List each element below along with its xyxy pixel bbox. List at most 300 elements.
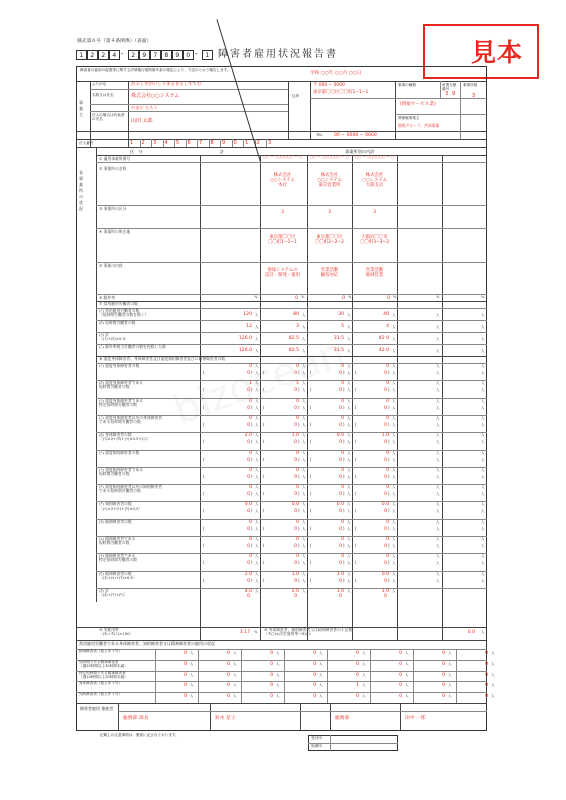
rep-label: 法人の場合は代表者の氏名 — [92, 113, 125, 121]
sec8-value: 0 — [341, 415, 344, 421]
unit-person: 人 — [255, 588, 259, 593]
sec8-sub-value: 0 — [247, 440, 250, 446]
unit-person: 人 — [481, 349, 485, 353]
unit-person: 人 — [319, 683, 323, 688]
paren-close: ) — [251, 456, 253, 462]
sec8-sub-value: 0 — [247, 457, 250, 463]
address-label: 住所 — [292, 94, 300, 98]
paren-close: ) — [298, 577, 300, 583]
unit-person: 人 — [255, 544, 259, 548]
unit-person: 人 — [436, 325, 440, 329]
sec8-sub-value: 0 — [294, 422, 297, 428]
sec8-sub-value: 0 — [384, 578, 387, 584]
sec7-value: 5 — [341, 324, 344, 329]
sec8-sub-value: 0 — [247, 371, 250, 376]
unit-person: 人 — [481, 440, 485, 445]
bottom-col-divider — [456, 671, 457, 682]
unit-person: 人 — [392, 509, 396, 514]
unit-person: 人 — [392, 544, 396, 548]
sec7-value: 126.0 — [238, 348, 252, 353]
sec8-value: 0 — [386, 398, 389, 404]
sec8-value: 0.0 — [336, 502, 344, 508]
unit-person: 人 — [276, 661, 280, 666]
office-name: 株式会社 ○○システム 東京営業所 — [317, 173, 342, 188]
sec7-row-label: (ｲ) 常用雇用労働者の数 （短時間労働者の数を除く） — [99, 308, 149, 318]
unit-person: 人 — [481, 450, 485, 455]
paren-open: ( — [355, 473, 357, 479]
form-number-digit: 2 — [128, 50, 139, 60]
unit-person: 人 — [392, 492, 396, 497]
sec8-value: 0 — [386, 537, 389, 542]
paren-open: ( — [203, 370, 205, 375]
sec8-sub-value: 0 — [384, 561, 387, 567]
unit-person: 人 — [392, 502, 396, 507]
bottom-col-divider — [284, 649, 285, 660]
paren-close: ) — [251, 439, 253, 445]
sec8-sub-value: 0 — [294, 561, 297, 567]
unit-person: 人 — [255, 325, 259, 329]
unit-person: 人 — [347, 422, 351, 427]
unit-person: 人 — [481, 381, 485, 386]
sec8-row-label: (ｲ) 重度身体障害者の数 — [99, 363, 140, 368]
paren-open: ( — [263, 439, 265, 445]
unit-person: 人 — [481, 554, 485, 559]
unit-person: 人 — [255, 492, 259, 497]
sec8-row-label: (ﾊ) 重度身体障害者である 特定短時間労働者の数 — [99, 397, 144, 407]
unit-person: 人 — [436, 526, 440, 531]
paren-close: ) — [388, 525, 390, 531]
unit-person: 人 — [302, 450, 306, 455]
unit-person: 人 — [347, 450, 351, 455]
paren-close: ) — [298, 439, 300, 445]
paren-open: ( — [310, 491, 312, 497]
unit-person: 人 — [405, 683, 409, 688]
unit-person: 人 — [392, 457, 396, 462]
unit-person: 人 — [436, 485, 440, 490]
paren-close: ) — [343, 577, 345, 583]
sec8-sub-value: 0 — [339, 561, 342, 567]
paren-close: ) — [251, 421, 253, 427]
bottom-value: 0 — [399, 672, 402, 678]
bottom-col-divider — [241, 649, 242, 660]
sec7-value: 126.0 — [238, 336, 252, 341]
paren-open: ( — [355, 370, 357, 375]
bottom-value: 0 — [270, 683, 273, 689]
paren-close: ) — [298, 370, 300, 375]
paren-open: ( — [310, 456, 312, 462]
unit-person: 人 — [436, 544, 440, 548]
sec8-sub-value: 0 — [339, 492, 342, 498]
bottom-value: 0 — [356, 651, 359, 656]
form-number-digit: 0 — [183, 50, 194, 60]
unit-person: 人 — [436, 502, 440, 507]
sec8-value: 0.0 — [291, 502, 299, 508]
unit-person: 人 — [347, 313, 351, 317]
unit-person: 人 — [481, 485, 485, 490]
sec8-value: 2.0 — [244, 433, 252, 439]
employer-address: 東京都〇〇区〇〇町1−1−1 — [313, 90, 369, 95]
unit-person: 人 — [255, 364, 259, 368]
paren-close: ) — [251, 404, 253, 410]
sec9-value: 3.17 — [239, 630, 250, 635]
paren-open: ( — [355, 421, 357, 427]
sec8-sub-value: 0 — [339, 422, 342, 428]
unit-person: 人 — [436, 450, 440, 455]
bottom-value: 0 — [270, 694, 273, 700]
paren-open: ( — [263, 525, 265, 531]
unit-person: 人 — [481, 561, 485, 566]
unit-person: 人 — [448, 672, 452, 677]
paren-close: ) — [343, 404, 345, 410]
bottom-col-divider — [327, 649, 328, 660]
sec8-row-label: (ﾆ) 重度身体障害者以外の身体障害者 である短時間労働者の数 — [99, 414, 163, 425]
unit-person: 人 — [436, 554, 440, 559]
unit-person: 人 — [255, 337, 259, 341]
row-office-address: ④ 事業所の所在地 — [99, 229, 131, 234]
paren-close: ) — [298, 525, 300, 531]
bottom-col-divider — [327, 681, 328, 692]
paren-open: ( — [203, 525, 205, 531]
bottom-value: 0 — [227, 694, 230, 700]
form-number-digit: 8 — [161, 50, 172, 60]
corporate-number-digit: 6 — [187, 140, 191, 146]
unit-person: 人 — [302, 349, 306, 353]
corporate-number-digit: 1 — [130, 140, 134, 146]
unit-person: 人 — [302, 578, 306, 583]
sec8-sub-value: 0 — [294, 509, 297, 515]
sec8-value: 0 — [296, 519, 299, 525]
form-number-digit: 4 — [109, 50, 120, 60]
unit-person: 人 — [302, 519, 306, 524]
row-office-business: ⑤ 事業の内容 — [99, 263, 123, 268]
unit-person: 人 — [392, 325, 396, 329]
bottom-col-divider — [370, 649, 371, 660]
sec8-sub-value: 0 — [339, 405, 342, 411]
paren-close: ) — [388, 456, 390, 462]
paren-open: ( — [310, 439, 312, 445]
sec8-value: 0 — [249, 537, 252, 542]
sec8-sub-value: 0 — [294, 457, 297, 463]
sec8-sub-value: 0 — [384, 509, 387, 515]
unit-person: 人 — [448, 683, 452, 688]
unit-person: 人 — [233, 672, 237, 677]
paren-close: ) — [388, 387, 390, 393]
office-address: 東京都〇〇区 〇〇町1−1−1 — [268, 235, 297, 245]
paren-open: ( — [203, 577, 205, 583]
paren-close: ) — [251, 473, 253, 479]
unit-person: 人 — [392, 440, 396, 445]
bottom-value: 0 — [356, 661, 359, 667]
bottom-col-divider — [155, 692, 156, 703]
paren-open: ( — [203, 543, 205, 548]
sec8-value: 0 — [249, 398, 252, 404]
contact-dept: 総務部 部長 — [123, 716, 149, 721]
sec8-sub-value: 0 — [247, 509, 250, 515]
sec8-value: 1 — [296, 381, 299, 387]
sec8-value: 0 — [296, 364, 299, 369]
unit-person: 人 — [392, 433, 396, 438]
paren-close: ) — [251, 491, 253, 497]
unit-person: 人 — [481, 405, 485, 410]
unit-person: 人 — [481, 630, 485, 634]
sec7-value: 42.0 — [378, 348, 389, 353]
sec8-value: 0 — [249, 467, 252, 473]
unit-person: 人 — [436, 457, 440, 462]
paren-open: ( — [263, 370, 265, 375]
corporate-number-divider — [243, 139, 244, 147]
sec8-sub-value: 0 — [339, 440, 342, 446]
unit-person: 人 — [302, 364, 306, 368]
unit-person: 人 — [255, 571, 259, 576]
sec8-value: 0 — [249, 450, 252, 456]
sec7-value: 82.5 — [288, 336, 299, 341]
unit-pct: % — [254, 630, 258, 634]
paren-open: ( — [203, 491, 205, 497]
sec8-sub-value: 0 — [384, 440, 387, 446]
unit-person: 人 — [347, 405, 351, 410]
sec7-row-label: (ﾛ) 短時間労働者の数 — [99, 320, 136, 325]
bottom-value: 0 — [442, 661, 445, 667]
paren-open: ( — [310, 577, 312, 583]
sec8-sub-value: 0 — [247, 492, 250, 498]
paren-close: ) — [343, 473, 345, 479]
bottom-col-divider — [456, 660, 457, 671]
bottom-value: 1 — [356, 683, 359, 689]
sec8-value: 0 — [296, 537, 299, 542]
sec8-sub-value: 0 — [247, 388, 250, 394]
unit-person: 人 — [405, 651, 409, 655]
paren-close: ) — [343, 560, 345, 566]
bottom-col-divider — [155, 649, 156, 660]
unit-person: 人 — [392, 526, 396, 531]
unit-person: 人 — [302, 457, 306, 462]
unit-person: 人 — [405, 672, 409, 677]
unit-person: 人 — [302, 433, 306, 438]
unit-person: 人 — [302, 440, 306, 445]
sec8-sub-value: 0 — [247, 561, 250, 567]
unit-person: 人 — [233, 683, 237, 688]
total-col-header: 計 — [220, 149, 225, 154]
unit-person: 人 — [392, 537, 396, 541]
paren-close: ) — [343, 456, 345, 462]
employer-name: 株式会社○○システム — [131, 93, 180, 99]
unit-person: 人 — [392, 364, 396, 368]
sec8-sub-value: 0 — [339, 474, 342, 480]
sec8-sub-value: 0 — [339, 388, 342, 394]
employer-furigana: かぶしきがいしゃまるまるしすてむ — [131, 82, 202, 87]
unit-person: 人 — [255, 433, 259, 438]
sec7-row-label: (ﾊ) 計 〔(ｲ)+(ﾛ)×0.5〕 — [99, 332, 129, 342]
form-number-digit: 2 — [87, 50, 98, 60]
unit-person: 人 — [347, 578, 351, 583]
unit-person: 人 — [362, 661, 366, 666]
unit-person: 人 — [362, 651, 366, 655]
sample-mark-text: 見本 — [470, 38, 523, 67]
paren-close: ) — [298, 560, 300, 566]
unit-person: 人 — [347, 526, 351, 531]
unit-person: 人 — [436, 571, 440, 576]
group-label: 関係親事業主 — [398, 116, 420, 120]
form-number-digit: 7 — [150, 50, 161, 60]
paren-open: ( — [203, 387, 205, 393]
bottom-value: 0 — [399, 661, 402, 667]
unit-person: 人 — [190, 672, 194, 677]
sec8-total-sub: 0 — [339, 593, 342, 599]
unit-person: 人 — [392, 467, 396, 472]
unit-person: 人 — [436, 381, 440, 386]
unit-person: 人 — [190, 694, 194, 699]
sec8-sub-value: 0 — [247, 474, 250, 480]
bottom-row-label: 知的障害者（数え年１号） — [79, 692, 123, 697]
unit-person: 人 — [392, 588, 396, 593]
sec8-sub-value: 0 — [294, 388, 297, 394]
unit-pct: % — [254, 295, 258, 299]
form-number-digit: 9 — [172, 50, 183, 60]
unit-person: 人 — [392, 349, 396, 353]
unit-person: 人 — [276, 683, 280, 688]
bottom-col-divider — [327, 692, 328, 703]
unit-person: 人 — [302, 571, 306, 576]
bottom-value: 0 — [184, 672, 187, 678]
unit-person: 人 — [436, 405, 440, 410]
paren-open: ( — [203, 421, 205, 427]
unit-person: 人 — [302, 422, 306, 427]
industry-code-2: 9 — [452, 91, 456, 97]
sec8-row-label: (ｦ) 精神障害者である 特定短時間労働者の数 — [99, 553, 137, 563]
unit-person: 人 — [481, 509, 485, 514]
unit-person: 人 — [233, 694, 237, 699]
industry-value: (情報サービス業) — [400, 102, 436, 107]
bottom-value: 0 — [442, 683, 445, 689]
office-exclusion-rate: 0 — [387, 296, 390, 301]
bottom-col-divider — [370, 671, 371, 682]
unit-person: 人 — [347, 509, 351, 514]
bottom-value: 0 — [485, 672, 488, 678]
unit-person: 人 — [347, 492, 351, 497]
unit-person: 人 — [481, 313, 485, 317]
sec8-sub-value: 0 — [339, 544, 342, 549]
unit-person: 人 — [347, 467, 351, 472]
corporate-number-divider — [140, 139, 141, 147]
data-col-header: 事業所別の内訳 — [345, 149, 375, 154]
unit-person: 人 — [255, 502, 259, 507]
sec8-sub-value: 0 — [294, 578, 297, 584]
unit-person: 人 — [436, 578, 440, 583]
bottom-value: 0 — [313, 661, 316, 667]
unit-person: 人 — [190, 651, 194, 655]
unit-person: 人 — [481, 433, 485, 438]
unit-person: 人 — [255, 526, 259, 531]
bottom-value: 0 — [485, 661, 488, 667]
bottom-value: 0 — [313, 683, 316, 689]
unit-person: 人 — [302, 337, 306, 341]
industry-label: 事業の種類 — [398, 83, 416, 87]
unit-person: 人 — [362, 683, 366, 688]
sec8-sub-value: 0 — [294, 544, 297, 549]
sec8-value: 0.0 — [381, 571, 389, 577]
office-business: 営業活動 地域営業 — [365, 268, 384, 278]
paren-close: ) — [298, 456, 300, 462]
unit-person: 人 — [491, 661, 495, 666]
sec8-value: 1.0 — [336, 571, 344, 577]
sec8-value: 1.0 — [381, 433, 389, 439]
bottom-value: 0 — [485, 694, 488, 700]
paren-open: ( — [355, 491, 357, 497]
unit-person: 人 — [302, 485, 306, 490]
paren-close: ) — [343, 439, 345, 445]
paren-close: ) — [251, 370, 253, 375]
sec8-value: 0 — [341, 381, 344, 387]
sec8-total-sub: 0 — [384, 593, 387, 599]
unit-person: 人 — [255, 440, 259, 445]
unit-person: 人 — [302, 588, 306, 593]
paren-close: ) — [388, 577, 390, 583]
unit-person: 人 — [481, 371, 485, 375]
sec8-value: 0 — [341, 364, 344, 369]
sec7-value: 80 — [293, 312, 299, 317]
paren-open: ( — [203, 508, 205, 514]
bottom-value: 0 — [313, 672, 316, 678]
sec8-value: 0 — [386, 381, 389, 387]
sec8-row-label: (ﾇ) 精神障害者の数 — [99, 518, 132, 524]
unit-person: 人 — [392, 474, 396, 479]
unit-person: 人 — [233, 661, 237, 666]
unit-person: 人 — [362, 694, 366, 699]
unit-person: 人 — [302, 544, 306, 548]
unit-person: 人 — [436, 440, 440, 445]
sec8-sub-value: 0 — [339, 578, 342, 584]
unit-person: 人 — [255, 537, 259, 541]
unit-person: 人 — [347, 433, 351, 438]
unit-person: 人 — [347, 474, 351, 479]
paren-open: ( — [263, 421, 265, 427]
sec8-total-label: (ｶ) 計 〔(ﾎ)+(ﾘ)+(ﾜ)〕 — [99, 587, 128, 598]
paren-open: ( — [310, 473, 312, 479]
bottom-col-divider — [327, 671, 328, 682]
sec7-value: 31.5 — [333, 348, 344, 353]
unit-person: 人 — [481, 544, 485, 548]
paren-close: ) — [298, 387, 300, 393]
sec7-value: 30 — [338, 312, 344, 317]
sec8-row-label: (ﾎ) 身体障害者の数 〔(ｲ)×2+(ﾛ)+(ﾊ)×0.5+(ﾆ)〕 — [99, 432, 151, 442]
paren-open: ( — [263, 387, 265, 393]
bottom-value: 0 — [227, 672, 230, 678]
unit-person: 人 — [481, 571, 485, 576]
bottom-value: 0 — [270, 651, 273, 656]
paren-close: ) — [388, 473, 390, 479]
unit-pct: % — [393, 295, 397, 299]
bottom-row-label: 短時間である精神障害者 （週20時間以上30時間未満） — [79, 659, 128, 668]
sec8-value: 1.0 — [291, 571, 299, 577]
paren-close: ) — [298, 491, 300, 497]
sec8-sub-value: 0 — [384, 405, 387, 411]
bottom-col-divider — [241, 660, 242, 671]
paren-close: ) — [343, 421, 345, 427]
bottom-value: 0 — [399, 694, 402, 700]
paren-close: ) — [388, 491, 390, 497]
sec8-value: 0.0 — [336, 433, 344, 439]
row-exclusion-rate: ⑥ 除外率 — [99, 295, 116, 300]
sec8-sub-value: 0 — [384, 526, 387, 532]
unit-person: 人 — [436, 467, 440, 472]
corporate-number-digit: 2 — [141, 140, 145, 146]
unit-person: 人 — [255, 381, 259, 386]
unit-person: 人 — [302, 526, 306, 531]
sec8-sub-value: 0 — [384, 474, 387, 480]
paren-close: ) — [251, 525, 253, 531]
bottom-value: 0 — [270, 672, 273, 678]
office-type: 3 — [328, 210, 331, 215]
